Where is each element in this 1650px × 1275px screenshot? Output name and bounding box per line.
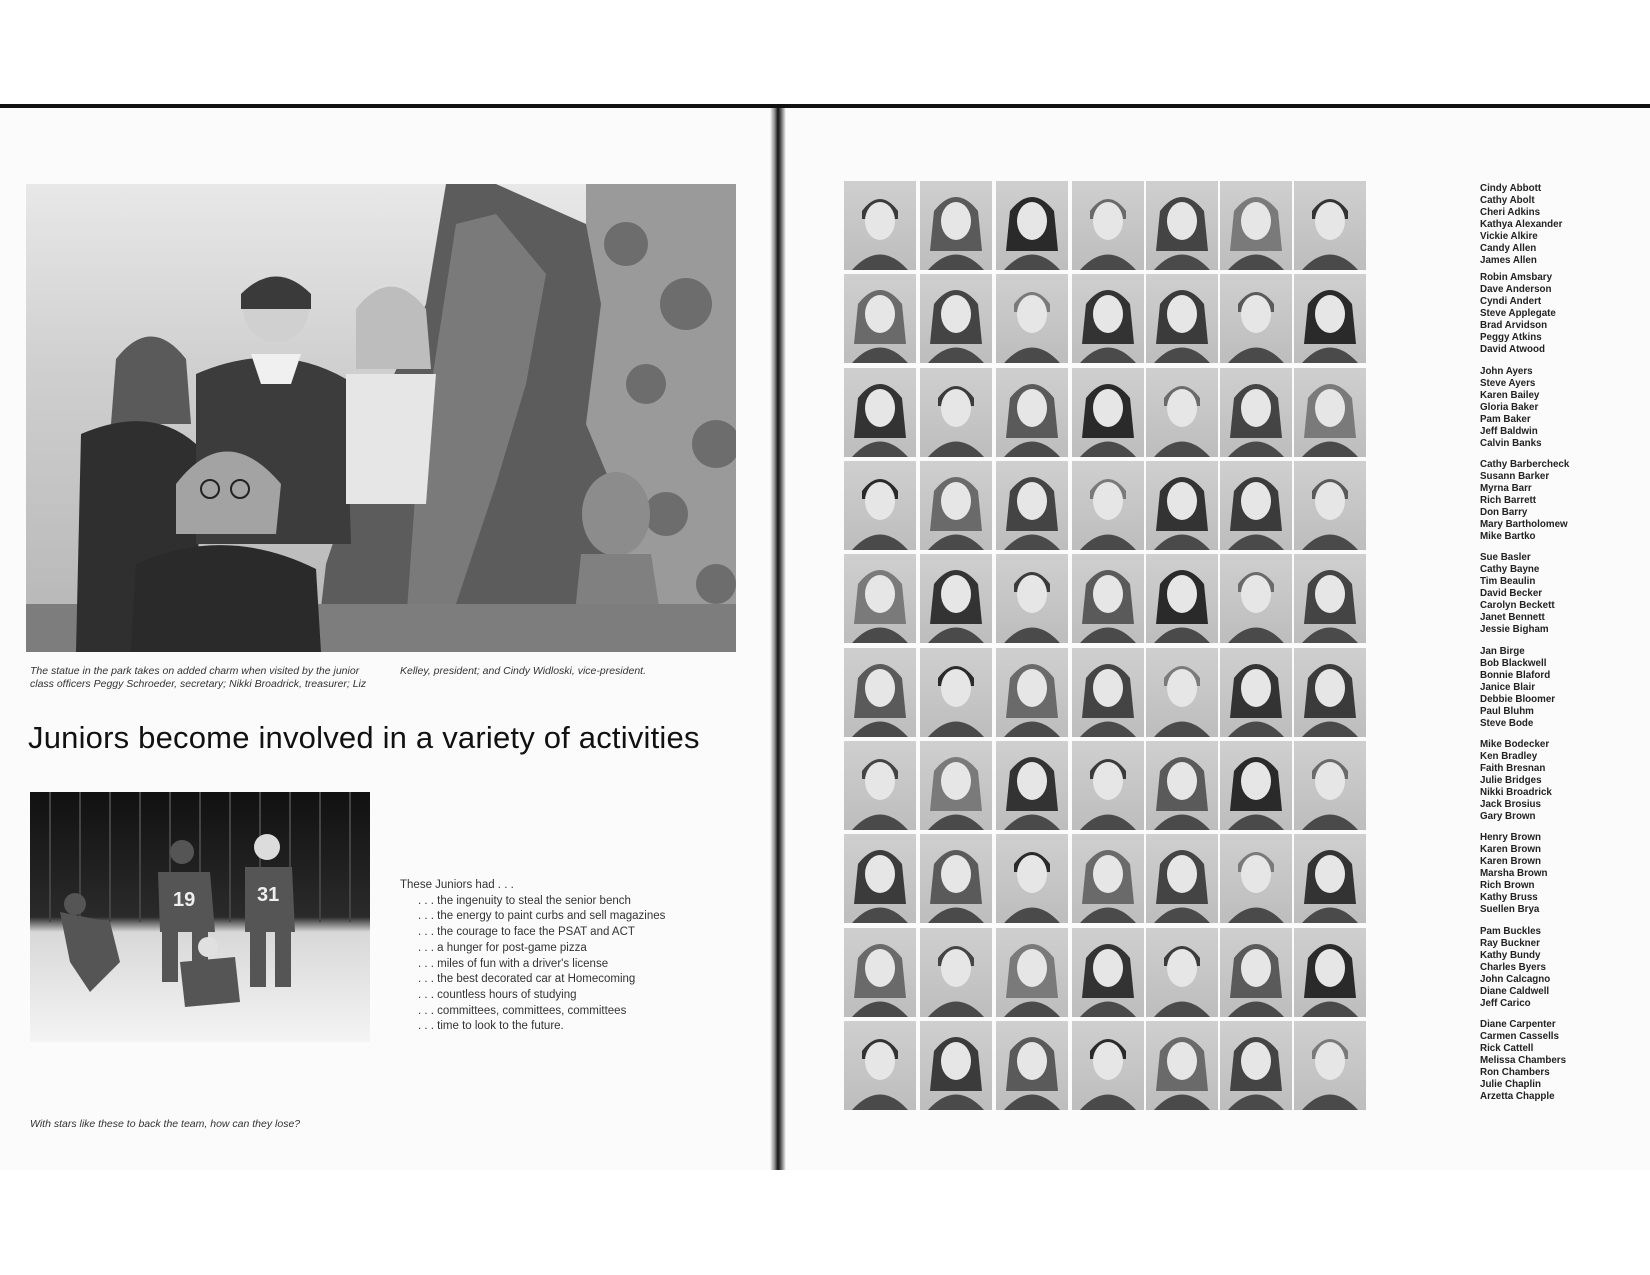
list-item: . . . miles of fun with a driver's license bbox=[418, 957, 609, 970]
student-portrait bbox=[1146, 648, 1218, 737]
student-portrait bbox=[996, 461, 1068, 550]
portrait-row bbox=[844, 834, 1558, 926]
student-name: Karen Bailey bbox=[1480, 390, 1540, 401]
name-column bbox=[1480, 646, 1640, 730]
student-name: Charles Byers bbox=[1480, 962, 1546, 973]
name-column bbox=[1480, 1019, 1640, 1103]
student-portrait bbox=[1220, 928, 1292, 1017]
student-name: Sue Basler bbox=[1480, 552, 1531, 563]
student-name: Pam Buckles bbox=[1480, 926, 1541, 937]
student-portrait bbox=[996, 181, 1068, 270]
class-officers-statue-photo bbox=[26, 184, 736, 652]
student-name: Tim Beaulin bbox=[1480, 576, 1536, 587]
student-portrait bbox=[844, 834, 916, 923]
student-name: Jan Birge bbox=[1480, 646, 1525, 657]
student-portrait bbox=[1294, 274, 1366, 363]
name-column bbox=[1480, 926, 1640, 1010]
student-portrait bbox=[1220, 274, 1292, 363]
list-intro: These Juniors had . . . bbox=[400, 879, 514, 891]
student-name: Diane Carpenter bbox=[1480, 1019, 1556, 1030]
list-item: . . . the energy to paint curbs and sell magazines bbox=[418, 910, 666, 923]
student-name: Steve Bode bbox=[1480, 718, 1534, 729]
portrait-row bbox=[844, 648, 1558, 740]
juniors-had-list bbox=[400, 878, 730, 1035]
student-name: Debbie Bloomer bbox=[1480, 694, 1556, 705]
student-portrait bbox=[920, 1021, 992, 1110]
name-column bbox=[1480, 183, 1640, 267]
student-portrait bbox=[920, 461, 992, 550]
student-name: John Calcagno bbox=[1480, 974, 1551, 985]
student-name: Diane Caldwell bbox=[1480, 986, 1550, 997]
student-portrait bbox=[1146, 834, 1218, 923]
student-portrait bbox=[996, 274, 1068, 363]
student-name: Carolyn Beckett bbox=[1480, 600, 1555, 611]
student-name: Myrna Barr bbox=[1480, 483, 1532, 494]
student-portrait bbox=[1146, 274, 1218, 363]
student-portrait bbox=[1294, 648, 1366, 737]
student-name: Cathy Abolt bbox=[1480, 195, 1535, 206]
student-name: Nikki Broadrick bbox=[1480, 787, 1552, 798]
student-name: John Ayers bbox=[1480, 366, 1533, 377]
student-name: David Atwood bbox=[1480, 344, 1545, 355]
student-name: Janet Bennett bbox=[1480, 612, 1545, 623]
student-name: Carmen Cassells bbox=[1480, 1031, 1559, 1042]
student-name: Mike Bartko bbox=[1480, 531, 1536, 542]
student-portrait bbox=[1220, 741, 1292, 830]
jersey-number-19: 19 bbox=[173, 889, 196, 911]
student-name: Bonnie Blaford bbox=[1480, 670, 1551, 681]
name-column bbox=[1480, 272, 1640, 356]
student-name: Cheri Adkins bbox=[1480, 207, 1541, 218]
list-item: . . . the ingenuity to steal the senior bench bbox=[418, 894, 631, 907]
student-name: Calvin Banks bbox=[1480, 438, 1542, 449]
portrait-row bbox=[844, 368, 1558, 460]
student-name: Jessie Bigham bbox=[1480, 624, 1549, 635]
student-portrait bbox=[1146, 1021, 1218, 1110]
student-portrait bbox=[920, 648, 992, 737]
student-portrait bbox=[920, 928, 992, 1017]
student-name: Jack Brosius bbox=[1480, 799, 1541, 810]
student-portrait bbox=[844, 1021, 916, 1110]
student-name: Jeff Carico bbox=[1480, 998, 1531, 1009]
student-portrait bbox=[1072, 181, 1144, 270]
student-name: Paul Bluhm bbox=[1480, 706, 1534, 717]
student-portrait bbox=[1072, 274, 1144, 363]
student-name: Pam Baker bbox=[1480, 414, 1531, 425]
name-column bbox=[1480, 832, 1640, 916]
right-page bbox=[786, 108, 1650, 1170]
student-name: Kathya Alexander bbox=[1480, 219, 1563, 230]
student-portrait bbox=[996, 368, 1068, 457]
name-column bbox=[1480, 739, 1640, 823]
student-name: Gary Brown bbox=[1480, 811, 1536, 822]
football-skit-photo bbox=[30, 792, 370, 1042]
student-portrait bbox=[996, 928, 1068, 1017]
portrait-row bbox=[844, 181, 1563, 273]
student-portrait bbox=[1146, 181, 1218, 270]
student-portrait bbox=[1294, 554, 1366, 643]
student-name: Cindy Abbott bbox=[1480, 183, 1542, 194]
student-portrait bbox=[1072, 928, 1144, 1017]
student-name: Peggy Atkins bbox=[1480, 332, 1542, 343]
student-name: Cyndi Andert bbox=[1480, 296, 1542, 307]
student-portrait bbox=[920, 274, 992, 363]
list-item: . . . committees, committees, committees bbox=[418, 1004, 627, 1017]
student-name: Cathy Bayne bbox=[1480, 564, 1540, 575]
list-item: . . . a hunger for post-game pizza bbox=[418, 941, 587, 954]
student-portrait bbox=[1072, 554, 1144, 643]
student-name: Gloria Baker bbox=[1480, 402, 1539, 413]
student-name: Arzetta Chapple bbox=[1480, 1091, 1555, 1102]
portrait-row bbox=[844, 459, 1570, 553]
student-portrait bbox=[1220, 181, 1292, 270]
student-name: Candy Allen bbox=[1480, 243, 1537, 254]
student-name: Janice Blair bbox=[1480, 682, 1536, 693]
list-item: . . . the courage to face the PSAT and ACT bbox=[418, 926, 635, 939]
student-name: Brad Arvidson bbox=[1480, 320, 1548, 331]
list-item: . . . countless hours of studying bbox=[418, 988, 577, 1001]
student-name: Ron Chambers bbox=[1480, 1067, 1550, 1078]
student-name: Cathy Barbercheck bbox=[1480, 459, 1570, 470]
student-name: Jeff Baldwin bbox=[1480, 426, 1538, 437]
student-portrait bbox=[1072, 368, 1144, 457]
student-portrait bbox=[1294, 834, 1366, 923]
portrait-row bbox=[844, 554, 1558, 646]
page-headline: Juniors become involved in a variety of activities bbox=[28, 720, 700, 755]
student-name: James Allen bbox=[1480, 255, 1537, 266]
student-portrait bbox=[1072, 741, 1144, 830]
student-portrait bbox=[996, 1021, 1068, 1110]
name-column bbox=[1480, 366, 1640, 450]
student-name: Bob Blackwell bbox=[1480, 658, 1547, 669]
student-name: Steve Ayers bbox=[1480, 378, 1536, 389]
student-name: Robin Amsbary bbox=[1480, 272, 1553, 283]
student-name: Karen Brown bbox=[1480, 844, 1541, 855]
student-portrait bbox=[1294, 928, 1366, 1017]
student-name: Julie Bridges bbox=[1480, 775, 1542, 786]
student-name: Karen Brown bbox=[1480, 856, 1541, 867]
portrait-row bbox=[844, 274, 1558, 366]
student-portrait bbox=[1146, 741, 1218, 830]
student-name: Rich Barrett bbox=[1480, 495, 1537, 506]
student-portrait bbox=[1146, 928, 1218, 1017]
student-portrait bbox=[1072, 1021, 1144, 1110]
student-name: Kathy Bundy bbox=[1480, 950, 1541, 961]
stage-photo-caption: With stars like these to back the team, how can they lose? bbox=[30, 1118, 301, 1130]
student-portrait bbox=[1146, 554, 1218, 643]
student-portrait bbox=[920, 741, 992, 830]
student-portrait bbox=[1072, 648, 1144, 737]
student-name: Dave Anderson bbox=[1480, 284, 1552, 295]
student-portrait bbox=[1220, 461, 1292, 550]
student-portrait bbox=[1220, 648, 1292, 737]
student-name: Marsha Brown bbox=[1480, 868, 1548, 879]
student-portrait bbox=[844, 274, 916, 363]
student-portrait bbox=[844, 368, 916, 457]
main-photo-caption-part1: The statue in the park takes on added charm when visited by the junior class officers Peggy Schroeder, secretary; Nikki Broadrick, treasurer; Liz bbox=[30, 665, 367, 690]
student-portrait bbox=[1146, 368, 1218, 457]
name-column bbox=[1480, 459, 1640, 543]
student-portrait bbox=[1146, 461, 1218, 550]
list-item: . . . time to look to the future. bbox=[418, 1020, 564, 1033]
left-page bbox=[0, 108, 778, 1170]
student-portrait bbox=[1072, 834, 1144, 923]
student-portrait bbox=[1072, 461, 1144, 550]
student-name: Don Barry bbox=[1480, 507, 1528, 518]
student-portrait bbox=[996, 741, 1068, 830]
student-name: Rich Brown bbox=[1480, 880, 1535, 891]
student-name: Ken Bradley bbox=[1480, 751, 1538, 762]
student-name: David Becker bbox=[1480, 588, 1543, 599]
student-portrait bbox=[844, 554, 916, 643]
student-portrait bbox=[844, 741, 916, 830]
student-name: Kathy Bruss bbox=[1480, 892, 1538, 903]
student-portrait bbox=[1294, 368, 1366, 457]
student-portrait bbox=[844, 461, 916, 550]
student-name: Ray Buckner bbox=[1480, 938, 1540, 949]
student-name: Julie Chaplin bbox=[1480, 1079, 1541, 1090]
student-portrait bbox=[920, 368, 992, 457]
student-portrait bbox=[1220, 554, 1292, 643]
student-portrait bbox=[1294, 741, 1366, 830]
student-name: Rick Cattell bbox=[1480, 1043, 1534, 1054]
student-name: Susann Barker bbox=[1480, 471, 1550, 482]
student-portrait bbox=[1294, 461, 1366, 550]
jersey-number-31: 31 bbox=[257, 884, 280, 906]
student-portrait bbox=[844, 181, 916, 270]
student-portrait bbox=[844, 648, 916, 737]
name-column bbox=[1480, 552, 1640, 636]
student-portrait bbox=[1220, 368, 1292, 457]
student-portrait bbox=[1294, 1021, 1366, 1110]
student-name: Vickie Alkire bbox=[1480, 231, 1538, 242]
portrait-row bbox=[844, 1019, 1567, 1113]
main-photo-caption-part2: Kelley, president; and Cindy Widloski, vice-president. bbox=[400, 665, 646, 677]
list-item: . . . the best decorated car at Homecoming bbox=[418, 973, 636, 986]
student-portrait bbox=[920, 554, 992, 643]
student-portrait bbox=[920, 181, 992, 270]
student-portrait bbox=[1220, 834, 1292, 923]
student-portrait bbox=[1220, 1021, 1292, 1110]
portrait-row bbox=[844, 741, 1558, 833]
student-name: Mike Bodecker bbox=[1480, 739, 1550, 750]
student-name: Faith Bresnan bbox=[1480, 763, 1546, 774]
student-portrait bbox=[996, 554, 1068, 643]
student-portrait bbox=[1294, 181, 1366, 270]
student-name: Mary Bartholomew bbox=[1480, 519, 1568, 530]
student-name: Henry Brown bbox=[1480, 832, 1541, 843]
student-portrait bbox=[996, 648, 1068, 737]
student-name: Suellen Brya bbox=[1480, 904, 1540, 915]
student-portrait bbox=[920, 834, 992, 923]
student-name: Melissa Chambers bbox=[1480, 1055, 1567, 1066]
student-name: Steve Applegate bbox=[1480, 308, 1556, 319]
student-portrait bbox=[844, 928, 916, 1017]
student-portrait bbox=[996, 834, 1068, 923]
portrait-row bbox=[844, 928, 1558, 1020]
